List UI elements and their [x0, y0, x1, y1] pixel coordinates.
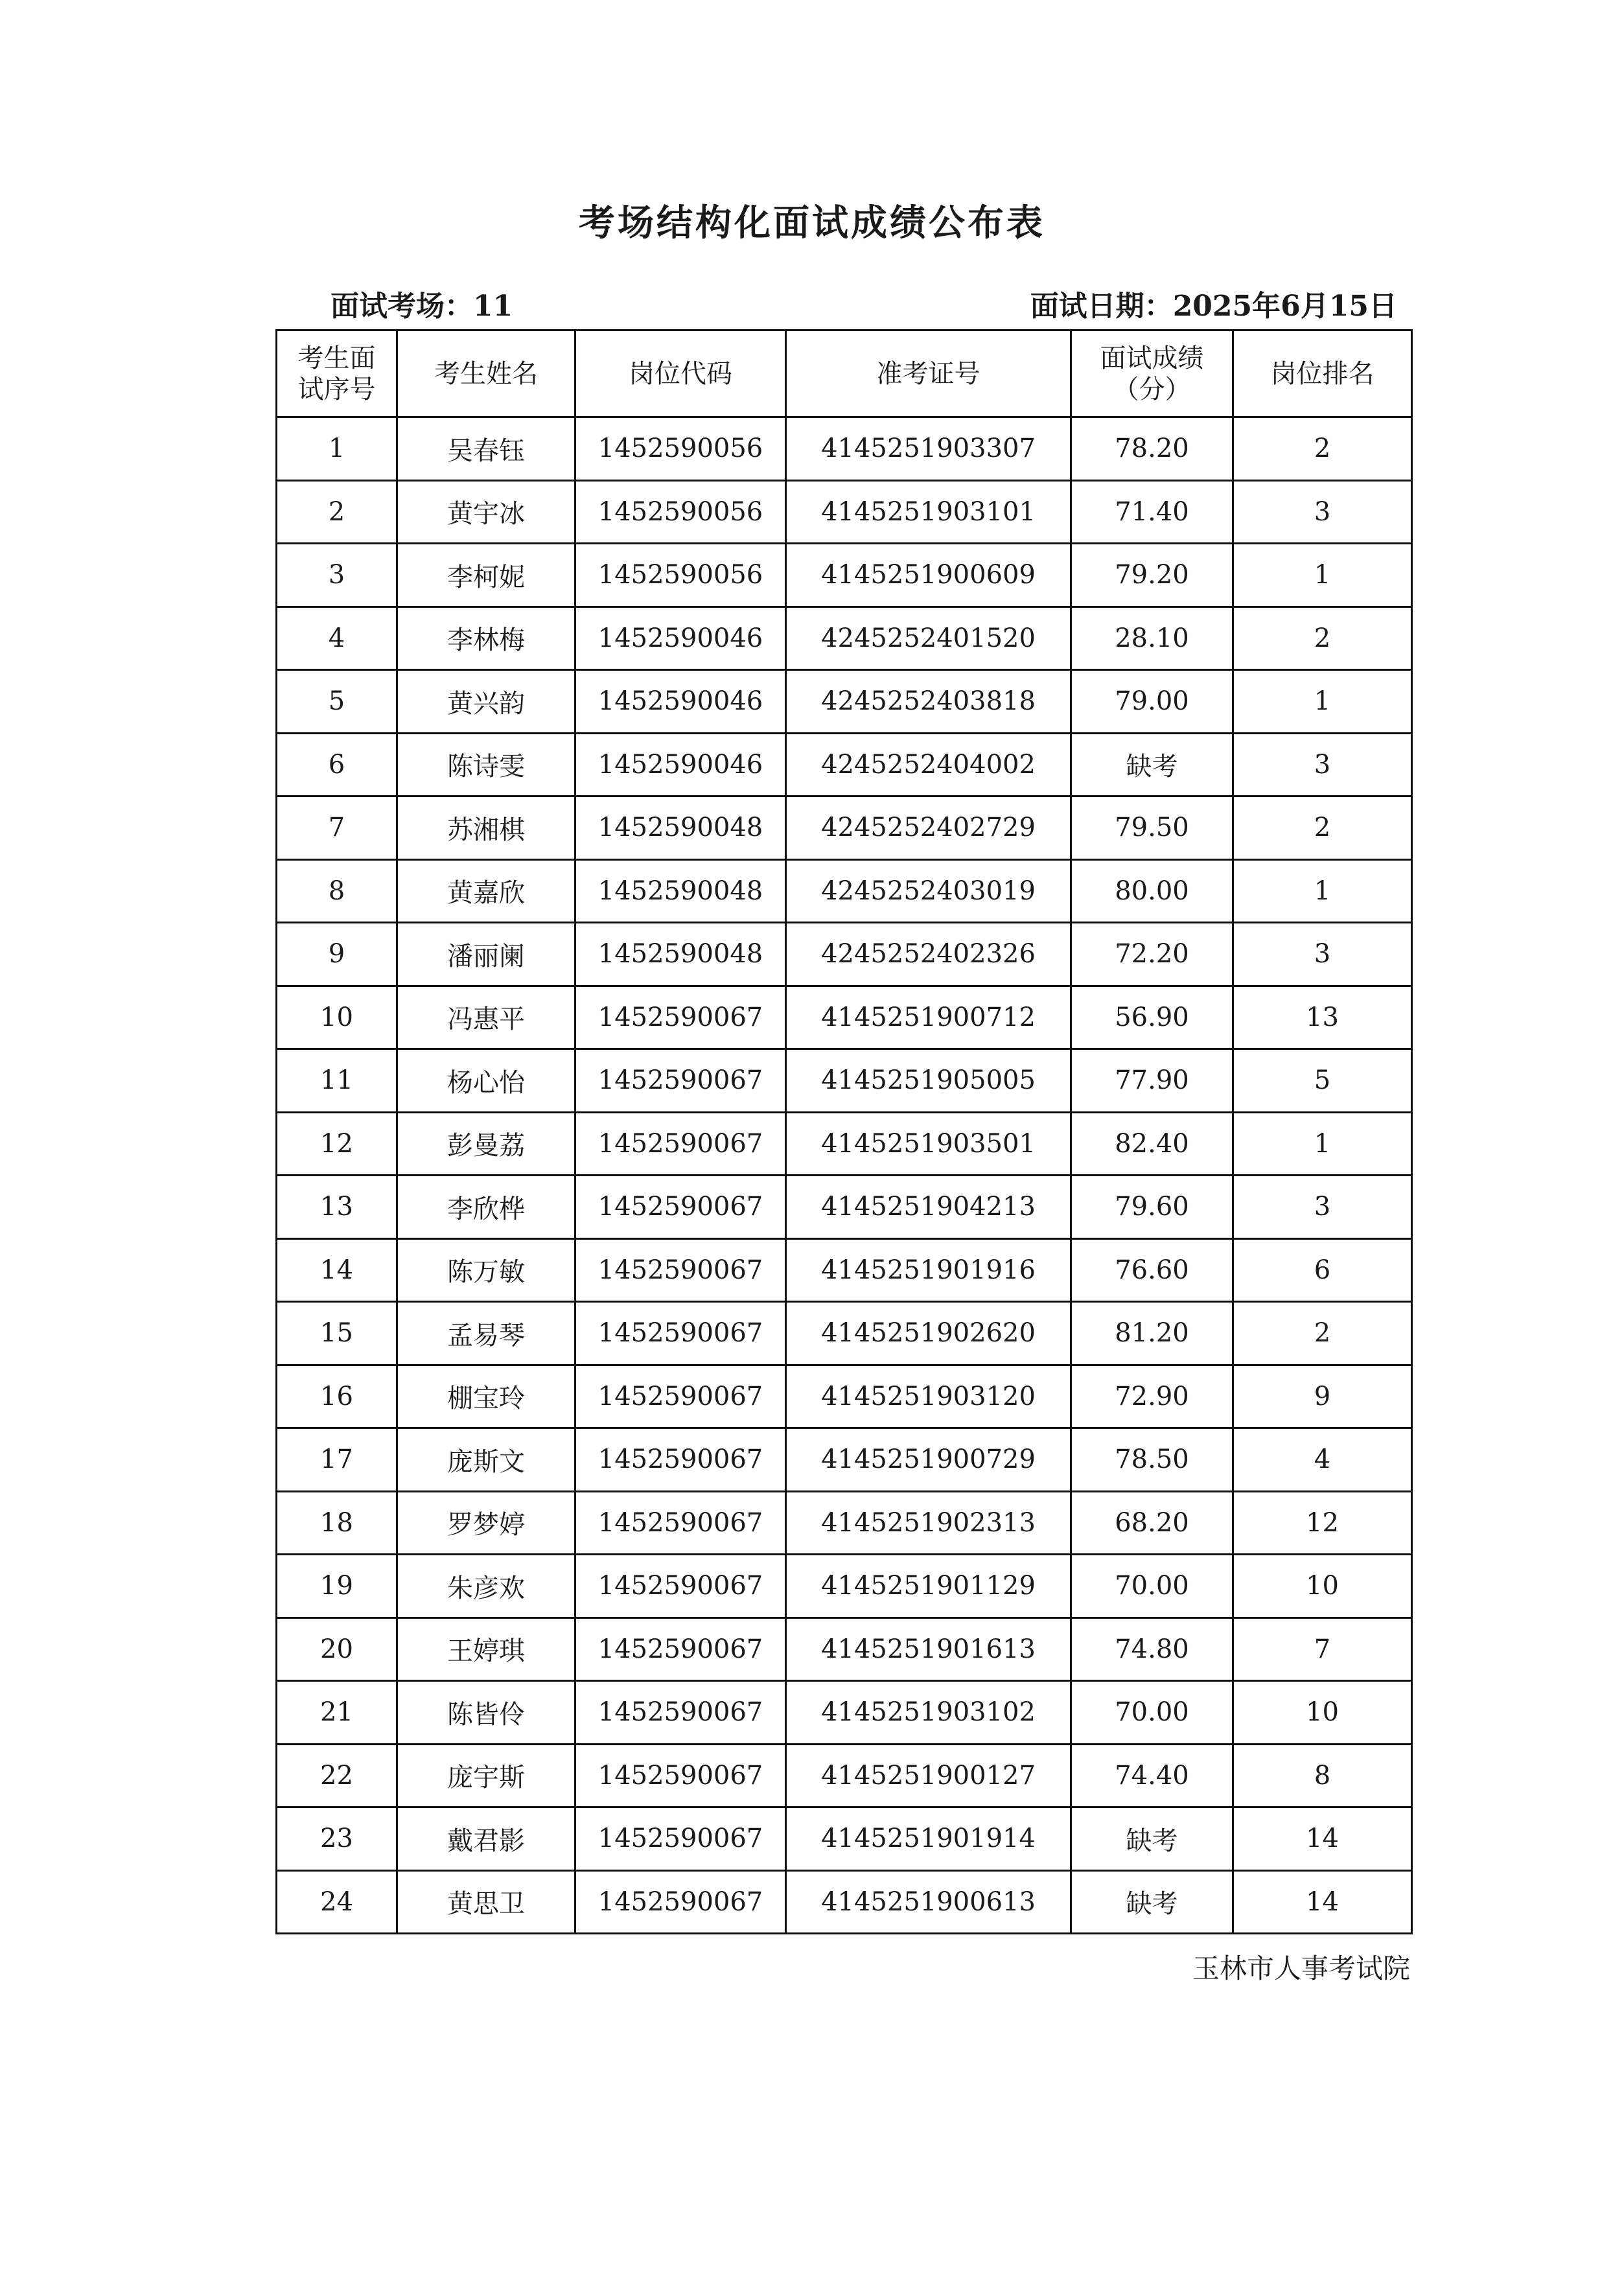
cell-post-code: 1452590067 [575, 1491, 786, 1555]
cell-post-code: 1452590046 [575, 733, 786, 796]
cell-name: 陈皆伶 [397, 1681, 575, 1745]
cell-rank: 7 [1233, 1618, 1412, 1681]
cell-name: 吴春钰 [397, 417, 575, 481]
cell-score: 缺考 [1071, 1807, 1233, 1871]
cell-seq: 20 [277, 1618, 397, 1681]
cell-score: 80.00 [1071, 859, 1233, 923]
interview-date-info [1030, 283, 1397, 324]
cell-score: 77.90 [1071, 1049, 1233, 1113]
cell-name: 彭曼荔 [397, 1112, 575, 1176]
table-row [277, 986, 1412, 1049]
cell-score: 79.00 [1071, 670, 1233, 734]
header-ticket-number [786, 331, 1071, 417]
score-table-header [277, 331, 1412, 417]
cell-name: 李林梅 [397, 607, 575, 670]
issuing-organization: 玉林市人事考试院 [1192, 1953, 1410, 1984]
header-score-line: （分） [1113, 374, 1191, 404]
exam-room-value: 11 [473, 290, 513, 323]
cell-ticket-number: 4145251903501 [786, 1112, 1071, 1176]
header-seq-line: 试序号 [297, 374, 376, 404]
table-row [277, 480, 1412, 544]
table-row [277, 923, 1412, 986]
cell-rank: 12 [1233, 1491, 1412, 1555]
cell-post-code: 1452590067 [575, 1238, 786, 1302]
table-row [277, 1176, 1412, 1239]
cell-name: 苏湘棋 [397, 796, 575, 860]
cell-rank: 3 [1233, 733, 1412, 796]
cell-score: 74.80 [1071, 1618, 1233, 1681]
cell-rank: 2 [1233, 1302, 1412, 1365]
cell-ticket-number: 4145251903102 [786, 1681, 1071, 1745]
cell-ticket-number: 4145251902620 [786, 1302, 1071, 1365]
cell-seq: 16 [277, 1365, 397, 1428]
cell-rank: 1 [1233, 1112, 1412, 1176]
cell-rank: 1 [1233, 670, 1412, 734]
cell-rank: 2 [1233, 417, 1412, 481]
table-row [277, 859, 1412, 923]
interview-date-value: 2025年6月15日 [1172, 290, 1397, 323]
cell-post-code: 1452590067 [575, 1555, 786, 1618]
cell-rank: 4 [1233, 1428, 1412, 1492]
score-table-body [277, 417, 1412, 1934]
cell-name: 李柯妮 [397, 544, 575, 607]
cell-rank: 5 [1233, 1049, 1412, 1113]
cell-post-code: 1452590067 [575, 1744, 786, 1807]
cell-seq: 22 [277, 1744, 397, 1807]
cell-ticket-number: 4145251903307 [786, 417, 1071, 481]
header-seq-line: 考生面 [297, 343, 376, 373]
table-row [277, 733, 1412, 796]
table-row [277, 1807, 1412, 1871]
table-row [277, 1112, 1412, 1176]
cell-post-code: 1452590048 [575, 859, 786, 923]
cell-score: 78.50 [1071, 1428, 1233, 1492]
cell-rank: 10 [1233, 1555, 1412, 1618]
cell-score: 82.40 [1071, 1112, 1233, 1176]
cell-name: 冯惠平 [397, 986, 575, 1049]
table-row [277, 1238, 1412, 1302]
table-row [277, 607, 1412, 670]
cell-ticket-number: 4145251903120 [786, 1365, 1071, 1428]
table-row [277, 670, 1412, 734]
cell-name: 罗梦婷 [397, 1491, 575, 1555]
cell-ticket-number: 4145251905005 [786, 1049, 1071, 1113]
cell-score: 缺考 [1071, 1870, 1233, 1934]
cell-post-code: 1452590067 [575, 1618, 786, 1681]
cell-seq: 11 [277, 1049, 397, 1113]
cell-seq: 9 [277, 923, 397, 986]
cell-rank: 9 [1233, 1365, 1412, 1428]
cell-post-code: 1452590048 [575, 923, 786, 986]
cell-name: 李欣桦 [397, 1176, 575, 1239]
table-row [277, 796, 1412, 860]
cell-score: 76.60 [1071, 1238, 1233, 1302]
cell-post-code: 1452590056 [575, 417, 786, 481]
cell-post-code: 1452590046 [575, 607, 786, 670]
cell-rank: 2 [1233, 796, 1412, 860]
cell-score: 70.00 [1071, 1555, 1233, 1618]
table-row [277, 1681, 1412, 1745]
table-row [277, 1049, 1412, 1113]
cell-name: 杨心怡 [397, 1049, 575, 1113]
header-post-code [575, 331, 786, 417]
cell-seq: 6 [277, 733, 397, 796]
exam-room-label: 面试考场： [331, 290, 473, 323]
header-seq [277, 331, 397, 417]
cell-rank: 1 [1233, 859, 1412, 923]
cell-seq: 3 [277, 544, 397, 607]
cell-ticket-number: 4245252401520 [786, 607, 1071, 670]
cell-score: 74.40 [1071, 1744, 1233, 1807]
cell-name: 陈诗雯 [397, 733, 575, 796]
cell-post-code: 1452590067 [575, 1807, 786, 1871]
cell-score: 缺考 [1071, 733, 1233, 796]
cell-rank: 14 [1233, 1870, 1412, 1934]
cell-seq: 18 [277, 1491, 397, 1555]
cell-score: 78.20 [1071, 417, 1233, 481]
cell-seq: 19 [277, 1555, 397, 1618]
cell-rank: 1 [1233, 544, 1412, 607]
cell-score: 79.20 [1071, 544, 1233, 607]
exam-room-info [331, 283, 513, 324]
cell-seq: 2 [277, 480, 397, 544]
cell-rank: 6 [1233, 1238, 1412, 1302]
cell-ticket-number: 4145251903101 [786, 480, 1071, 544]
cell-ticket-number: 4245252404002 [786, 733, 1071, 796]
cell-ticket-number: 4145251904213 [786, 1176, 1071, 1239]
cell-post-code: 1452590067 [575, 986, 786, 1049]
header-ticket-number-line: 准考证号 [876, 358, 980, 389]
cell-ticket-number: 4245252403019 [786, 859, 1071, 923]
cell-ticket-number: 4145251901129 [786, 1555, 1071, 1618]
cell-ticket-number: 4245252402326 [786, 923, 1071, 986]
cell-post-code: 1452590067 [575, 1049, 786, 1113]
cell-score: 72.20 [1071, 923, 1233, 986]
cell-seq: 21 [277, 1681, 397, 1745]
cell-seq: 14 [277, 1238, 397, 1302]
score-table [275, 329, 1413, 1934]
cell-ticket-number: 4145251900729 [786, 1428, 1071, 1492]
table-row [277, 1428, 1412, 1492]
table-row [277, 1618, 1412, 1681]
cell-ticket-number: 4145251901613 [786, 1618, 1071, 1681]
cell-post-code: 1452590067 [575, 1112, 786, 1176]
cell-post-code: 1452590067 [575, 1302, 786, 1365]
cell-ticket-number: 4245252402729 [786, 796, 1071, 860]
cell-name: 孟易琴 [397, 1302, 575, 1365]
header-name [397, 331, 575, 417]
table-row [277, 1555, 1412, 1618]
cell-seq: 23 [277, 1807, 397, 1871]
cell-ticket-number: 4145251902313 [786, 1491, 1071, 1555]
cell-name: 黄思卫 [397, 1870, 575, 1934]
table-row [277, 1302, 1412, 1365]
cell-seq: 1 [277, 417, 397, 481]
header-score-line: 面试成绩 [1100, 343, 1204, 373]
interview-date-label: 面试日期： [1030, 290, 1173, 323]
header-name-line: 考生姓名 [434, 358, 538, 389]
cell-name: 黄宇冰 [397, 480, 575, 544]
cell-ticket-number: 4145251900712 [786, 986, 1071, 1049]
table-row [277, 417, 1412, 481]
cell-post-code: 1452590067 [575, 1681, 786, 1745]
cell-score: 56.90 [1071, 986, 1233, 1049]
table-row [277, 1365, 1412, 1428]
cell-score: 72.90 [1071, 1365, 1233, 1428]
cell-name: 庞宇斯 [397, 1744, 575, 1807]
cell-rank: 8 [1233, 1744, 1412, 1807]
cell-post-code: 1452590067 [575, 1870, 786, 1934]
cell-seq: 13 [277, 1176, 397, 1239]
cell-score: 68.20 [1071, 1491, 1233, 1555]
cell-rank: 3 [1233, 923, 1412, 986]
cell-score: 81.20 [1071, 1302, 1233, 1365]
cell-seq: 5 [277, 670, 397, 734]
cell-seq: 17 [277, 1428, 397, 1492]
cell-name: 潘丽阑 [397, 923, 575, 986]
cell-seq: 8 [277, 859, 397, 923]
cell-name: 黄兴韵 [397, 670, 575, 734]
cell-rank: 3 [1233, 480, 1412, 544]
cell-seq: 10 [277, 986, 397, 1049]
cell-score: 70.00 [1071, 1681, 1233, 1745]
page-title: 考场结构化面试成绩公布表 [579, 202, 1045, 244]
cell-post-code: 1452590046 [575, 670, 786, 734]
table-row [277, 1870, 1412, 1934]
cell-post-code: 1452590067 [575, 1365, 786, 1428]
cell-ticket-number: 4145251900613 [786, 1870, 1071, 1934]
cell-ticket-number: 4145251900609 [786, 544, 1071, 607]
cell-name: 陈万敏 [397, 1238, 575, 1302]
header-row [277, 331, 1412, 417]
cell-score: 28.10 [1071, 607, 1233, 670]
cell-seq: 15 [277, 1302, 397, 1365]
cell-name: 王婷琪 [397, 1618, 575, 1681]
cell-seq: 7 [277, 796, 397, 860]
table-row [277, 1744, 1412, 1807]
cell-seq: 24 [277, 1870, 397, 1934]
header-score [1071, 331, 1233, 417]
cell-rank: 10 [1233, 1681, 1412, 1745]
cell-ticket-number: 4245252403818 [786, 670, 1071, 734]
cell-score: 79.50 [1071, 796, 1233, 860]
cell-name: 黄嘉欣 [397, 859, 575, 923]
cell-ticket-number: 4145251900127 [786, 1744, 1071, 1807]
header-post-code-line: 岗位代码 [629, 358, 732, 389]
cell-ticket-number: 4145251901916 [786, 1238, 1071, 1302]
cell-post-code: 1452590056 [575, 544, 786, 607]
cell-post-code: 1452590067 [575, 1176, 786, 1239]
cell-rank: 13 [1233, 986, 1412, 1049]
cell-rank: 2 [1233, 607, 1412, 670]
cell-rank: 14 [1233, 1807, 1412, 1871]
cell-post-code: 1452590067 [575, 1428, 786, 1492]
cell-ticket-number: 4145251901914 [786, 1807, 1071, 1871]
cell-name: 朱彦欢 [397, 1555, 575, 1618]
cell-post-code: 1452590056 [575, 480, 786, 544]
table-row [277, 544, 1412, 607]
cell-post-code: 1452590048 [575, 796, 786, 860]
table-row [277, 1491, 1412, 1555]
header-rank-line: 岗位排名 [1270, 358, 1375, 389]
cell-score: 79.60 [1071, 1176, 1233, 1239]
cell-name: 棚宝玲 [397, 1365, 575, 1428]
header-rank [1233, 331, 1412, 417]
cell-rank: 3 [1233, 1176, 1412, 1239]
cell-seq: 12 [277, 1112, 397, 1176]
cell-score: 71.40 [1071, 480, 1233, 544]
cell-name: 庞斯文 [397, 1428, 575, 1492]
cell-seq: 4 [277, 607, 397, 670]
cell-name: 戴君影 [397, 1807, 575, 1871]
